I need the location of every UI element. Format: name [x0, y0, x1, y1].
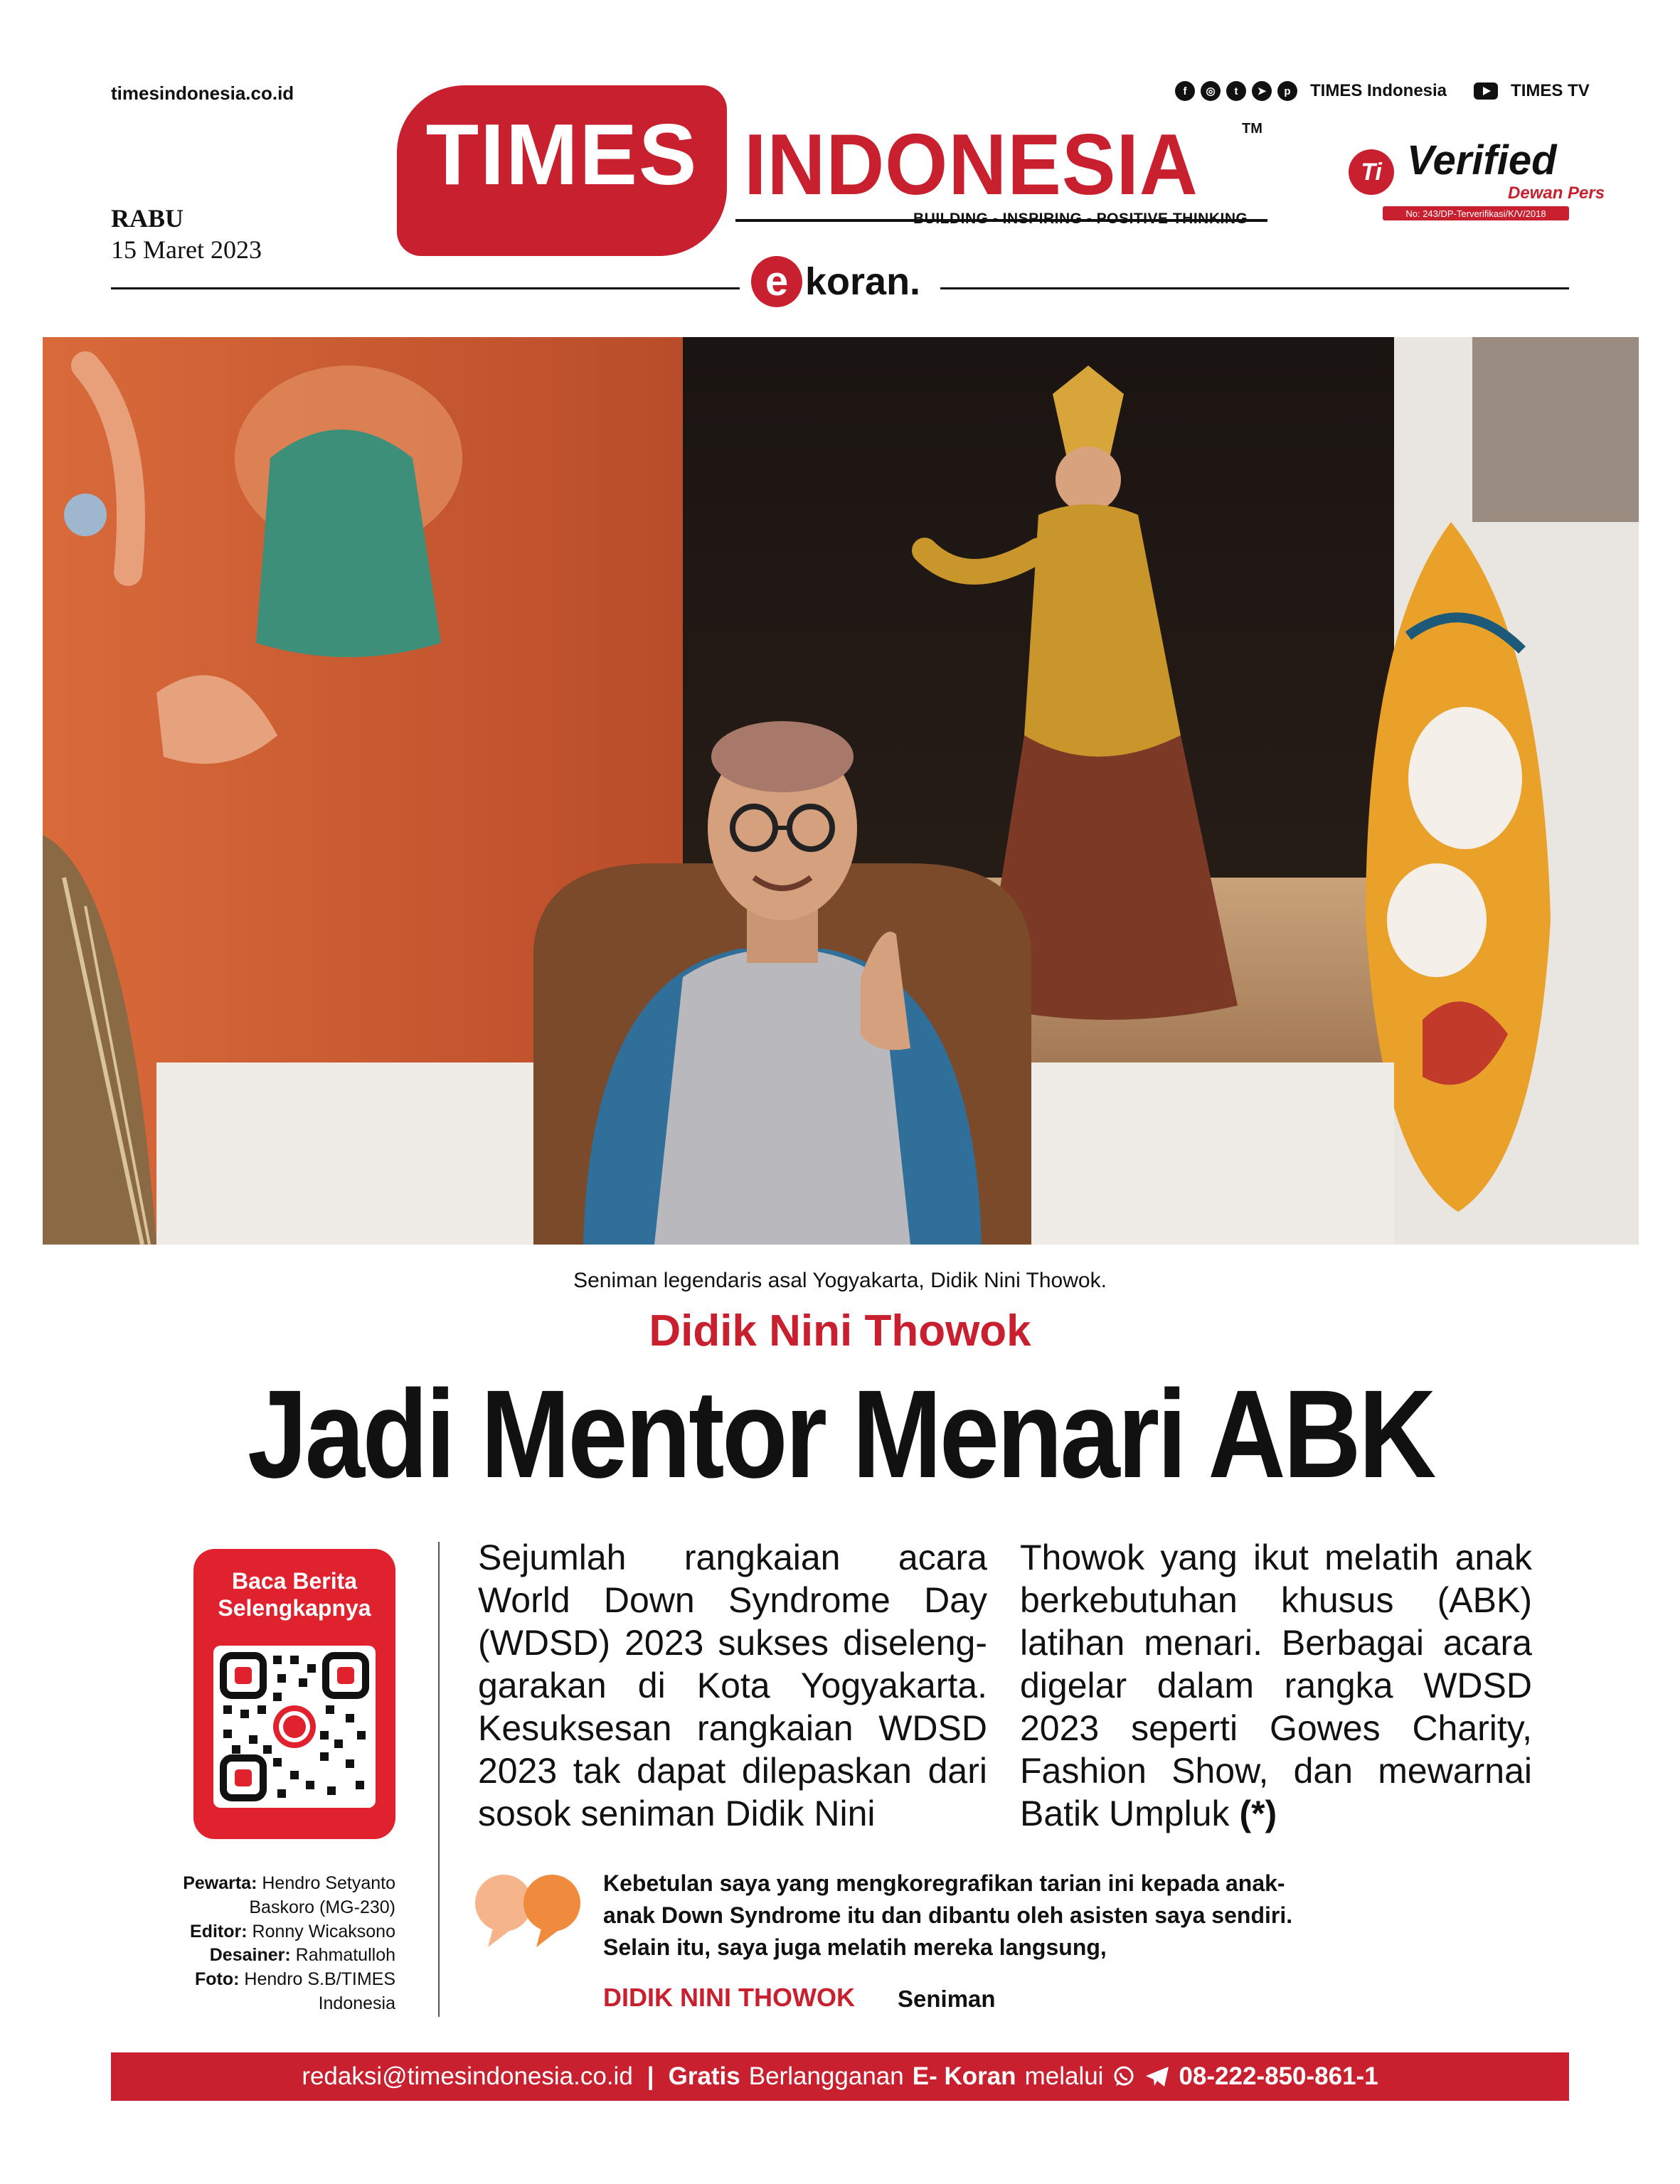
quote-icon [472, 1870, 586, 1952]
credit-desainer [114, 1944, 395, 1968]
logo-trademark: TM [1242, 121, 1262, 137]
twitter-icon[interactable]: t [1226, 81, 1246, 101]
verified-subtitle: Dewan Pers [1508, 183, 1605, 203]
edition-date: 15 Maret 2023 [111, 235, 262, 264]
credit-foto-label: Foto: [195, 1969, 240, 1989]
verified-number: No: 243/DP-Terverifikasi/K/V/2018 [1383, 206, 1569, 220]
edition-day: RABU [111, 204, 184, 233]
column-divider [438, 1542, 440, 2017]
quote-line-1: Kebetulan saya yang mengkoregrafikan tarian ini kepada anak- [603, 1870, 1285, 1896]
body-column-2 [1020, 1536, 1532, 1835]
credit-pewarta-label: Pewarta: [183, 1873, 257, 1893]
header-rule-right [940, 287, 1569, 289]
credit-foto [114, 1968, 395, 2016]
telegram-icon[interactable]: ➤ [1252, 81, 1272, 101]
footer-gratis: Gratis [668, 2062, 740, 2090]
credit-editor [114, 1920, 395, 1944]
quote-line-2: anak Down Syndrome itu dan dibantu oleh asisten saya sendiri. [603, 1902, 1293, 1928]
qr-label-line2: Selengkapnya [218, 1595, 371, 1621]
credit-pewarta [114, 1872, 395, 1920]
main-photo [43, 337, 1639, 1245]
article-kicker: Didik Nini Thowok [649, 1306, 1031, 1355]
credits [114, 1872, 395, 2016]
quote-line-3: Selain itu, saya juga melatih mereka langsung, [603, 1934, 1107, 1960]
footer-separator: | [647, 2062, 654, 2090]
qr-label [193, 1567, 395, 1622]
credit-pewarta-value: Hendro Setyanto Baskoro (MG-230) [249, 1873, 395, 1917]
credit-desainer-label: Desainer: [209, 1945, 291, 1966]
tv-label[interactable]: TIMES TV [1511, 81, 1590, 100]
verified-word: Verified [1407, 137, 1557, 183]
photo-caption: Seniman legendaris asal Yogyakarta, Didik Nini Thowok. [573, 1269, 1107, 1292]
facebook-icon[interactable]: f [1175, 81, 1195, 101]
quote-author: DIDIK NINI THOWOK [603, 1983, 855, 2012]
qr-code-icon [213, 1646, 376, 1808]
qr-code[interactable] [213, 1646, 376, 1808]
footer-bar [111, 2052, 1569, 2101]
footer-melalui: melalui [1024, 2062, 1104, 2090]
footer-berlangganan: Berlangganan [748, 2062, 904, 2090]
article-headline: Jadi Mentor Menari ABK [248, 1365, 1434, 1504]
photo-illustration [43, 337, 1639, 1245]
ekoran-word: koran. [805, 260, 921, 303]
footer-ekoran: E- Koran [912, 2062, 1016, 2090]
ekoran-logo [751, 256, 920, 307]
credit-editor-value: Ronny Wicaksono [252, 1921, 395, 1941]
quote-text [603, 1868, 1428, 1963]
body-end-mark: (*) [1239, 1794, 1277, 1833]
telegram-icon[interactable] [1144, 2065, 1170, 2089]
quote-role: Seniman [898, 1986, 996, 2012]
body-column-2-text: Thowok yang ikut melatih anak berkebutuhan khusus (ABK) latihan menari. Berbagai acara digelar dalam rangka WDSD 2023 seperti Gowes Charity, Fashion Show, dan mewarnai Batik Umpluk [1020, 1538, 1532, 1833]
quote-bubbles-icon [472, 1870, 586, 1949]
logo-indonesia: INDONESIA [744, 116, 1198, 213]
header-rule-left [111, 287, 740, 289]
footer-phone[interactable]: 08-222-850-861-1 [1179, 2062, 1378, 2090]
footer-email[interactable]: redaksi@timesindonesia.co.id [302, 2062, 633, 2090]
body-column-1: Sejumlah rangkaian acara World Down Syndrome Day (WDSD) 2023 sukses diseleng-garakan di Kota Yogyakarta. Kesuksesan rangkaian WDSD 2023 tak dapat dilepaskan dari sosok seniman Didik Nini [478, 1538, 987, 1833]
credit-editor-label: Editor: [190, 1921, 248, 1941]
qr-label-line1: Baca Berita [231, 1568, 358, 1594]
credit-desainer-value: Rahmatulloh [295, 1945, 395, 1966]
whatsapp-icon[interactable] [1112, 2065, 1136, 2089]
credit-foto-value: Hendro S.B/TIMES Indonesia [244, 1969, 395, 2013]
youtube-icon[interactable] [1474, 82, 1498, 100]
social-links [1175, 81, 1590, 101]
verified-badge-icon: Ti [1349, 149, 1394, 195]
instagram-icon[interactable]: ◎ [1201, 81, 1221, 101]
site-url[interactable]: timesindonesia.co.id [111, 82, 294, 104]
pinterest-icon[interactable]: p [1277, 81, 1297, 101]
ekoran-e-icon: e [751, 256, 802, 307]
social-label[interactable]: TIMES Indonesia [1310, 81, 1447, 100]
logo-tagline: BUILDING - INSPIRING - POSITIVE THINKING [913, 211, 1248, 227]
logo-times: TIMES [397, 85, 727, 256]
